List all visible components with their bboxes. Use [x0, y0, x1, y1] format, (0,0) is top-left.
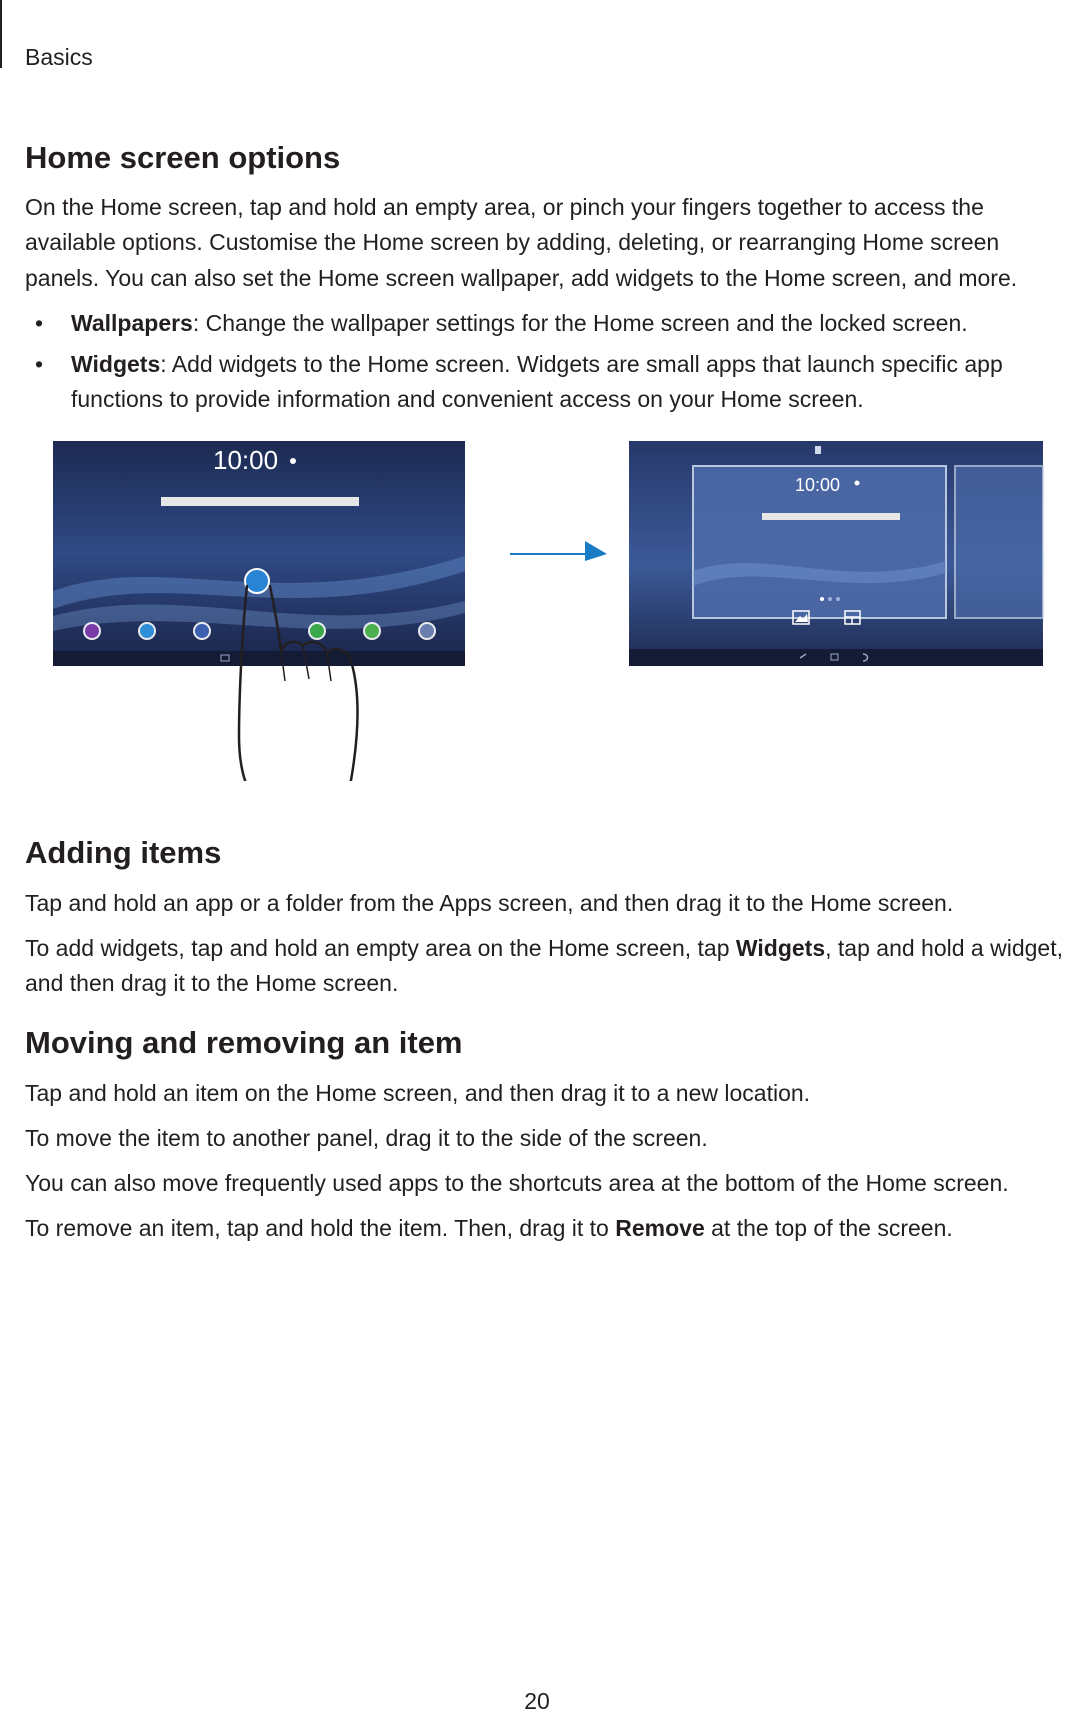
right-tablet-screen: [629, 441, 1043, 666]
intro-paragraph: On the Home screen, tap and hold an empty area, or pinch your fingers together to access the available options. Customise the Home screen by adding, deleting, or rearranging Home screen panels. You can also set the Home screen wallpaper, add widgets to the Home screen, and more.: [25, 194, 1018, 291]
heading-moving-removing: Moving and removing an item: [25, 1025, 463, 1061]
transition-arrow: [510, 541, 607, 561]
options-list: [25, 306, 1065, 418]
term-widgets: Widgets: [71, 351, 161, 378]
adding-p2-start: To add widgets, tap and hold an empty area on the Home screen, tap: [25, 934, 736, 961]
adding-paragraph-1: Tap and hold an app or a folder from the Apps screen, and then drag it to the Home screen.: [25, 889, 954, 916]
page-content: [25, 138, 1065, 1256]
bullet-icon: •: [35, 351, 44, 378]
illustration-svg: [25, 441, 1065, 781]
adding-paragraph-2: [25, 931, 1065, 1001]
moving-p4-end: at the top of the screen.: [704, 1215, 953, 1242]
desc-wallpapers: : Change the wallpaper settings for the Home screen and the locked screen.: [192, 309, 968, 336]
moving-paragraph-1: Tap and hold an item on the Home screen, and then drag it to a new location.: [25, 1079, 811, 1106]
bullet-icon: •: [35, 309, 44, 336]
list-item-widgets: [25, 347, 1065, 417]
heading-adding-items: Adding items: [25, 835, 222, 871]
term-wallpapers: Wallpapers: [71, 309, 193, 336]
page-number: 20: [524, 1688, 550, 1714]
moving-p4-remove: Remove: [615, 1215, 705, 1242]
list-item-wallpapers: [25, 306, 1065, 341]
left-tablet-screen: [53, 441, 465, 666]
heading-home-screen-options: Home screen options: [25, 140, 341, 175]
adding-p2-end: , tap and hold a widget, and then drag it to the Home screen.: [25, 934, 1063, 997]
home-screen-illustration: [25, 441, 1065, 781]
adding-p2-widgets: Widgets: [735, 934, 826, 961]
right-clock: 10:00: [795, 475, 841, 496]
moving-paragraph-3: You can also move frequently used apps to the shortcuts area at the bottom of the Home screen.: [25, 1169, 1009, 1196]
left-search-bar: [161, 497, 359, 506]
desc-widgets: : Add widgets to the Home screen. Widgets are small apps that launch specific app functions to provide information and convenient access on your Home screen.: [71, 351, 1003, 413]
header-rule: [0, 0, 2, 68]
moving-paragraph-4: [25, 1211, 1065, 1246]
left-clock: 10:00: [213, 445, 279, 476]
moving-paragraph-2: To move the item to another panel, drag it to the side of the screen.: [25, 1124, 708, 1151]
moving-p4-start: To remove an item, tap and hold the item. Then, drag it to: [25, 1215, 616, 1242]
section-label: Basics: [25, 44, 93, 70]
